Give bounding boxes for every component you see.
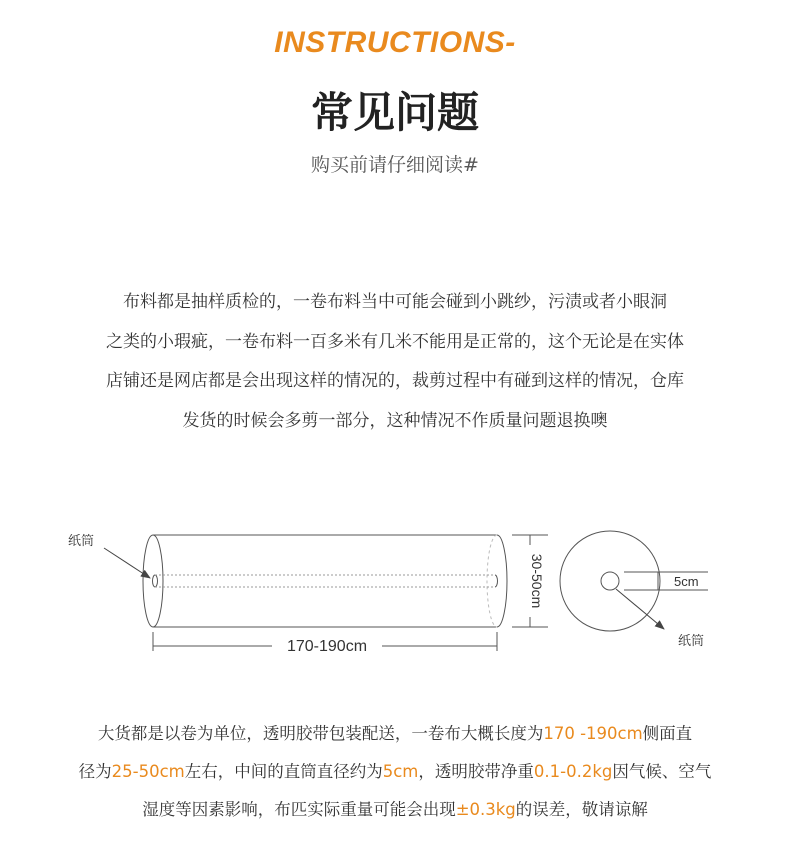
tube-label-left: 纸筒 xyxy=(68,534,95,549)
tube-pointer-left xyxy=(104,548,150,578)
heading-chinese: 常见问题 xyxy=(310,88,479,137)
tube-label-right: 纸筒 xyxy=(678,634,705,649)
shipping-line xyxy=(52,715,738,753)
quality-notice xyxy=(50,283,740,441)
length-label: 170-190cm xyxy=(286,638,368,655)
shipping-line xyxy=(52,791,738,829)
notice-line: 发货的时候会多剪一部分，这种情况不作质量问题退换噢 xyxy=(182,410,608,431)
text: 因气候、空气 xyxy=(612,762,712,781)
text: 的误差，敬请谅解 xyxy=(515,800,648,819)
shipping-line xyxy=(52,753,738,791)
notice-line: 店铺还是网店都是会出现这样的情况的，裁剪过程中有碰到这样的情况，仓库 xyxy=(106,371,684,391)
subheading: 购买前请仔细阅读# xyxy=(311,154,479,176)
core-diameter-label: 5cm xyxy=(674,574,699,589)
diameter-label: 30-50cm xyxy=(529,553,545,609)
text: 大货都是以卷为单位，透明胶带包装配送，一卷布大概长度为 xyxy=(97,724,544,743)
heading-english: INSTRUCTIONS- xyxy=(274,26,516,59)
shipping-info xyxy=(52,715,738,829)
highlight-tape-weight: 0.1-0.2kg xyxy=(533,762,613,781)
highlight-length: 170 -190cm xyxy=(543,724,643,743)
text: 径为 xyxy=(78,762,112,781)
notice-line: 布料都是抽样质检的，一卷布料当中可能会碰到小跳纱，污渍或者小眼洞 xyxy=(123,292,667,312)
highlight-core: 5cm xyxy=(382,762,419,781)
notice-line: 之类的小瑕疵，一卷布料一百多米有几米不能用是正常的，这个无论是在实体 xyxy=(106,331,684,352)
text: 侧面直 xyxy=(642,724,693,743)
fabric-roll-diagram xyxy=(0,515,790,665)
roll-side-view xyxy=(143,535,507,627)
text: 湿度等因素影响，布匹实际重量可能会出现 xyxy=(142,800,456,819)
highlight-diameter: 25-50cm xyxy=(111,762,185,781)
text: ，透明胶带净重 xyxy=(418,762,534,781)
highlight-tolerance: ±0.3kg xyxy=(455,800,516,819)
text: 左右，中间的直筒直径约为 xyxy=(184,762,383,781)
